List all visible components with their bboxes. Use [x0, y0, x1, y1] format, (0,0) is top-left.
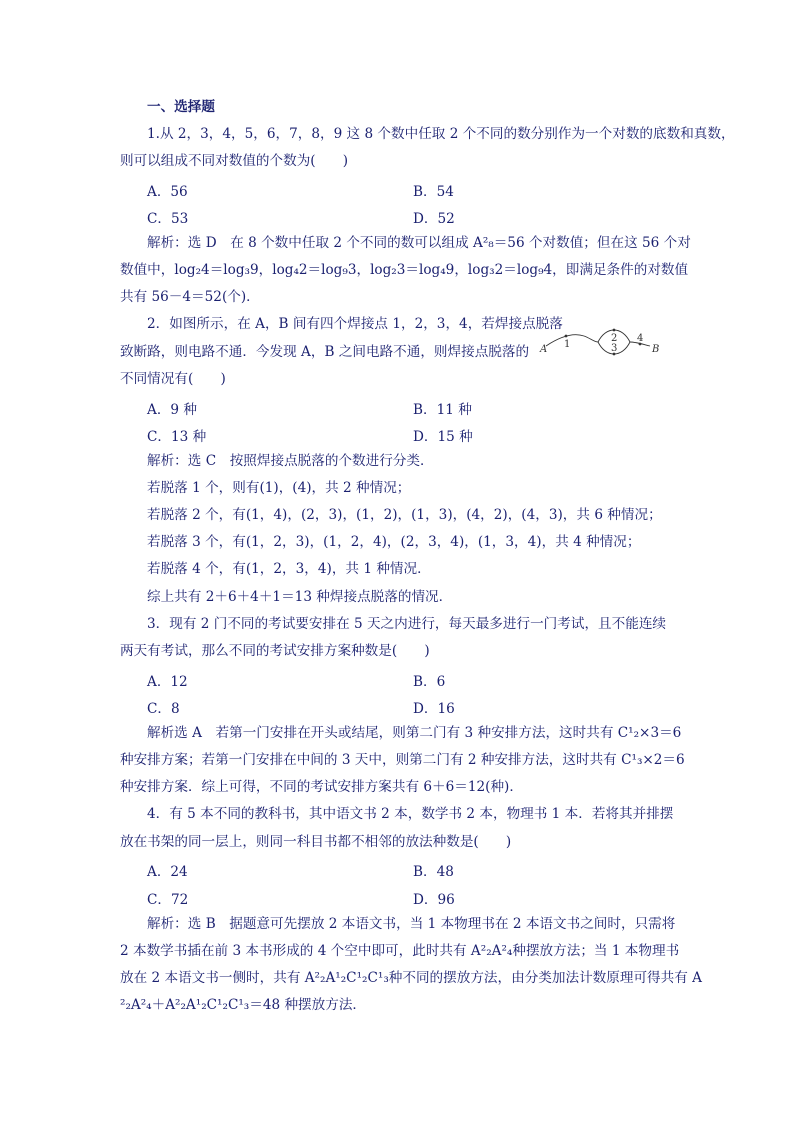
q4-option-a: A．24: [147, 864, 188, 880]
q4-solution-line4: ²₂A²₄＋A²₂A¹₂C¹₂C¹₃＝48 种摆放方法．: [120, 997, 367, 1013]
label-b: B: [652, 344, 660, 355]
q1-solution-line3: 共有 56－4＝52(个)．: [120, 289, 260, 305]
q2-option-a: A．9 种: [147, 402, 197, 418]
q2-option-d: D．15 种: [413, 429, 473, 445]
q1-option-a: A．56: [147, 184, 188, 200]
q3-stem-line1: 3．现有 2 门不同的考试要安排在 5 天之内进行，每天最多进行一门考试，且不能连续: [147, 616, 667, 632]
q2-solution-line5: 若脱落 4 个，有(1，2，3，4)，共 1 种情况．: [147, 561, 431, 577]
label-a: A: [540, 344, 548, 355]
q1-option-d: D．52: [413, 211, 455, 227]
q4-stem-line1: 4．有 5 本不同的教科书，其中语文书 2 本，数学书 2 本，物理书 1 本．若将其并排摆: [147, 806, 674, 822]
q2-stem-line1: 2．如图所示，在 A，B 间有四个焊接点 1，2，3，4，若焊接点脱落: [147, 316, 563, 332]
q4-option-d: D．96: [413, 892, 455, 908]
q2-solution-line4: 若脱落 3 个，有(1，2，3)，(1，2，4)，(2，3，4)，(1，3，4)，共 4 种情况；: [147, 534, 641, 550]
q4-solution-line1: 解析：选 B 据题意可先摆放 2 本语文书，当 1 本物理书在 2 本语文书之间时，只需将: [147, 916, 676, 932]
q2-stem-line2: 致断路，则电路不通．今发现 A，B 之间电路不通，则焊接点脱落的: [120, 344, 530, 360]
q4-solution-line3: 放在 2 本语文书一侧时，共有 A²₂A¹₂C¹₂C¹₃种不同的摆放方法，由分类加法计数原理可得共有 A: [120, 970, 702, 986]
q3-solution-line1: 解析选 A 若第一门安排在开头或结尾，则第二门有 3 种安排方法，这时共有 C¹₂×3＝6: [147, 725, 682, 741]
q3-solution-line3: 种安排方案．综上可得，不同的考试安排方案共有 6＋6＝12(种)．: [120, 779, 523, 795]
label-4: 4: [637, 333, 644, 344]
junction-point-2: [613, 329, 616, 332]
q2-solution-line3: 若脱落 2 个，有(1，4)，(2，3)，(1，2)，(1，3)，(4，2)，(4，3)，共 6 种情况；: [147, 507, 662, 523]
q4-solution-line2: 2 本数学书插在前 3 本书形成的 4 个空中即可，此时共有 A²₂A²₄种摆放方法；当 1 本物理书: [120, 943, 680, 959]
q1-solution-line1: 解析：选 D 在 8 个数中任取 2 个不同的数可以组成 A²₈＝56 个对数值；但在这 56 个对: [147, 235, 691, 251]
q4-option-b: B．48: [413, 864, 454, 880]
label-1: 1: [564, 339, 571, 350]
q1-solution-line2: 数值中，log₂4＝log₃9，log₄2＝log₉3，log₂3＝log₄9，log₃2＝log₉4，即满足条件的对数值: [120, 262, 689, 278]
q2-option-c: C．13 种: [147, 429, 207, 445]
section-title: 一、选择题: [147, 99, 215, 115]
q1-stem-line2: 则可以组成不同对数值的个数为( ): [120, 153, 349, 169]
q3-option-c: C．8: [147, 701, 180, 717]
q1-option-b: B．54: [413, 184, 454, 200]
q2-solution-line6: 综上共有 2＋6＋4＋1＝13 种焊接点脱落的情况．: [147, 589, 453, 605]
q3-solution-line2: 种安排方案；若第一门安排在中间的 3 天中，则第二门有 2 种安排方法，这时共有 C¹₃×2＝6: [120, 752, 685, 768]
label-3: 3: [611, 343, 618, 354]
q3-stem-line2: 两天有考试，那么不同的考试安排方案种数是( ): [120, 643, 430, 659]
q1-option-c: C．53: [147, 211, 189, 227]
q2-solution-line1: 解析：选 C 按照焊接点脱落的个数进行分类．: [147, 453, 434, 469]
q3-option-d: D．16: [413, 701, 455, 717]
q1-stem-line1: 1.从 2，3，4，5，6，7，8，9 这 8 个数中任取 2 个不同的数分别作为一个对数的底数和真数，: [147, 126, 735, 142]
junction-point-1: [565, 335, 568, 338]
q4-option-c: C．72: [147, 892, 189, 908]
q3-option-b: B．6: [413, 674, 446, 690]
q4-stem-line2: 放在书架的同一层上，则同一科目书都不相邻的放法种数是( ): [120, 834, 512, 850]
q2-solution-line2: 若脱落 1 个，则有(1)，(4)，共 2 种情况；: [147, 480, 411, 496]
circuit-diagram: [538, 324, 660, 360]
q2-option-b: B．11 种: [413, 402, 472, 418]
q3-option-a: A．12: [147, 674, 188, 690]
circuit-wire-left: [546, 335, 598, 346]
label-2: 2: [611, 333, 618, 344]
q2-stem-line3: 不同情况有( ): [120, 371, 226, 387]
